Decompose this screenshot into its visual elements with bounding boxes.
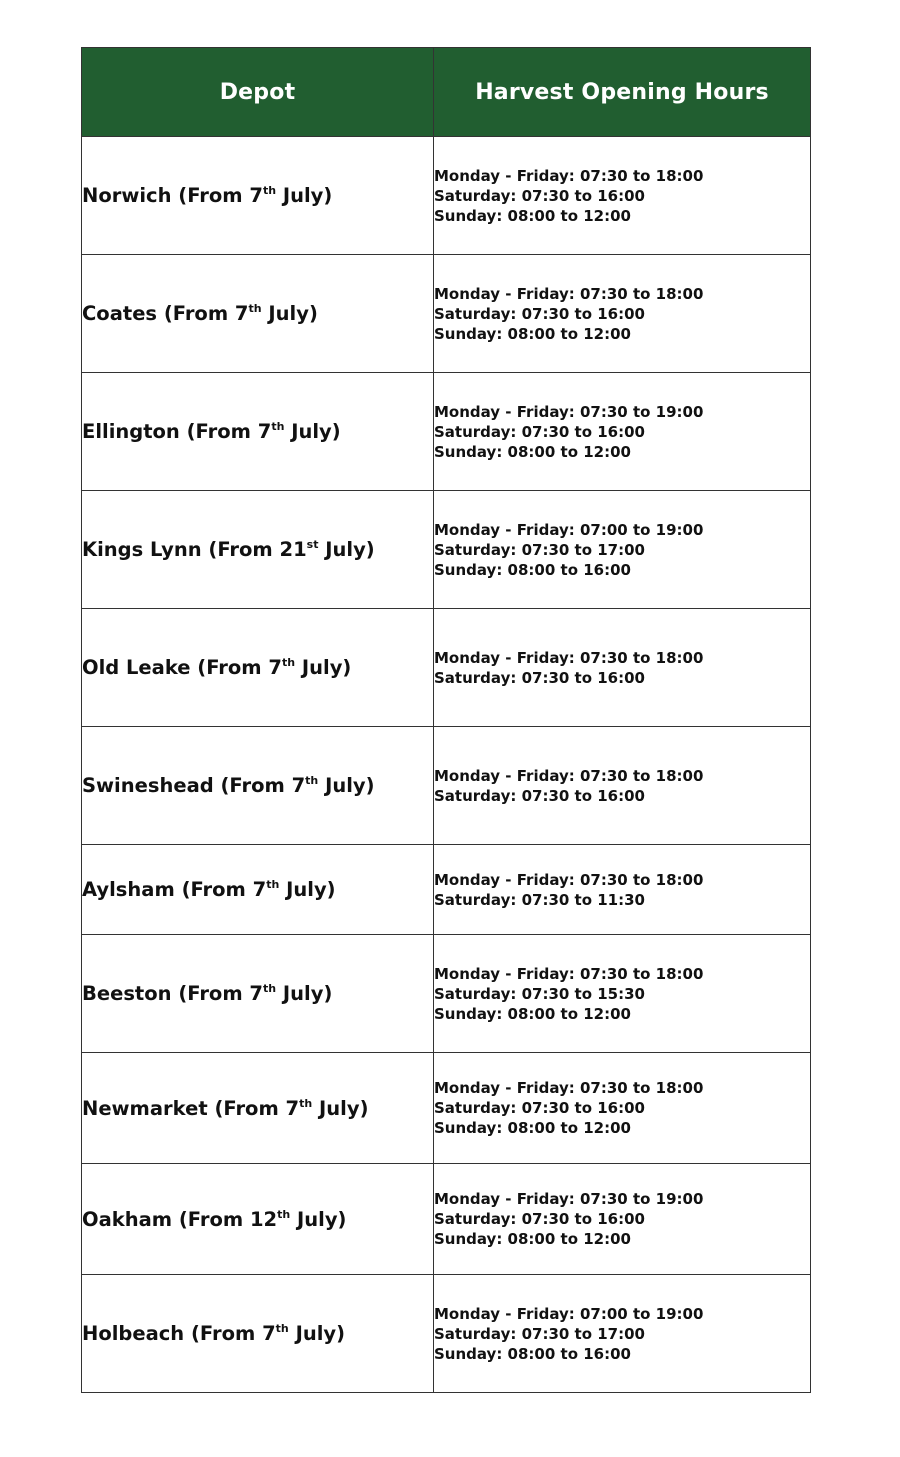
hours-line: Monday - Friday: 07:00 to 19:00 [434, 520, 704, 539]
depot-start-suffix: th [277, 1207, 291, 1221]
hours-line: Monday - Friday: 07:30 to 18:00 [434, 964, 704, 983]
depot-name: Coates [82, 302, 158, 325]
depot-cell [82, 727, 434, 845]
depot-start-prefix: (From 12 [178, 1207, 278, 1231]
depot-start-month: July) [268, 302, 318, 325]
depot-start-suffix: th [271, 420, 285, 433]
depot-start-prefix: (From 21 [208, 538, 307, 561]
depot-start-suffix: th [262, 184, 277, 197]
hours-cell [434, 1053, 811, 1164]
table-row [82, 1053, 811, 1164]
depot-start-prefix: (From 7 [163, 302, 249, 325]
hours-cell [434, 491, 811, 609]
depot-start-prefix: (From 7 [181, 878, 267, 901]
depot-cell [82, 1164, 434, 1275]
depot-start-suffix: th [299, 1096, 313, 1110]
table-row [82, 1275, 811, 1393]
depot-cell [82, 255, 434, 373]
hours-line: Sunday: 08:00 to 16:00 [434, 1344, 631, 1363]
table-row [82, 373, 811, 491]
hours-line: Saturday: 07:30 to 16:00 [434, 786, 645, 805]
depot-start-prefix: (From 7 [190, 1322, 276, 1345]
hours-line: Saturday: 07:30 to 17:00 [434, 540, 645, 559]
depot-start-month: July) [286, 878, 336, 901]
hours-cell [434, 137, 811, 255]
depot-start-prefix: (From 7 [178, 184, 263, 207]
hours-line: Saturday: 07:30 to 16:00 [434, 304, 645, 323]
depot-cell [82, 845, 434, 935]
opening-hours-table [81, 47, 811, 1393]
depot-start-month: July) [295, 1322, 346, 1345]
depot-start-prefix: (From 7 [197, 656, 282, 679]
depot-cell [82, 935, 434, 1053]
hours-line: Sunday: 08:00 to 12:00 [434, 206, 631, 225]
hours-line: Sunday: 08:00 to 12:00 [434, 442, 631, 461]
depot-start-prefix: (From 7 [220, 774, 306, 797]
hours-line: Saturday: 07:30 to 16:00 [434, 1210, 645, 1228]
table-row [82, 1164, 811, 1275]
table-row [82, 845, 811, 935]
depot-name: Oakham [82, 1207, 173, 1231]
depot-start-prefix: (From 7 [186, 420, 272, 443]
depot-name: Old Leake [82, 656, 191, 679]
depot-start-prefix: (From 7 [214, 1096, 300, 1120]
hours-line: Monday - Friday: 07:30 to 19:00 [434, 1190, 704, 1208]
hours-line: Sunday: 08:00 to 12:00 [434, 1230, 631, 1248]
hours-line: Saturday: 07:30 to 16:00 [434, 1099, 645, 1117]
depot-cell [82, 1275, 434, 1393]
hours-column-header: Harvest Opening Hours [434, 48, 811, 137]
depot-start-prefix: (From 7 [178, 982, 264, 1005]
hours-line: Saturday: 07:30 to 16:00 [434, 186, 645, 205]
table-row [82, 255, 811, 373]
depot-cell [82, 1053, 434, 1164]
depot-start-month: July) [325, 774, 375, 797]
depot-start-suffix: th [281, 656, 296, 669]
hours-cell [434, 845, 811, 935]
hours-line: Saturday: 07:30 to 17:00 [434, 1324, 645, 1343]
hours-line: Saturday: 07:30 to 16:00 [434, 668, 645, 687]
depot-name: Holbeach [82, 1322, 185, 1345]
table-row [82, 935, 811, 1053]
hours-line: Saturday: 07:30 to 11:30 [434, 890, 645, 909]
hours-line: Monday - Friday: 07:30 to 19:00 [434, 402, 704, 421]
depot-name: Ellington [82, 420, 180, 443]
hours-cell [434, 935, 811, 1053]
hours-line: Saturday: 07:30 to 16:00 [434, 422, 645, 441]
hours-line: Saturday: 07:30 to 15:30 [434, 984, 645, 1003]
hours-line: Sunday: 08:00 to 12:00 [434, 1004, 631, 1023]
table-row [82, 609, 811, 727]
depot-start-month: July) [325, 538, 375, 561]
depot-name: Swineshead [82, 774, 214, 797]
hours-line: Monday - Friday: 07:00 to 19:00 [434, 1304, 704, 1323]
depot-start-month: July) [282, 982, 333, 1005]
depot-start-month: July) [291, 420, 341, 443]
hours-cell [434, 609, 811, 727]
table-header-row [82, 48, 811, 137]
depot-column-header: Depot [82, 48, 434, 137]
depot-cell [82, 137, 434, 255]
depot-name: Beeston [82, 982, 172, 1005]
hours-line: Monday - Friday: 07:30 to 18:00 [434, 1079, 704, 1097]
hours-line: Monday - Friday: 07:30 to 18:00 [434, 284, 704, 303]
depot-start-month: July) [319, 1096, 369, 1120]
depot-start-suffix: th [248, 302, 262, 315]
hours-cell [434, 1275, 811, 1393]
depot-start-suffix: th [275, 1322, 289, 1335]
hours-cell [434, 727, 811, 845]
table-row [82, 727, 811, 845]
depot-name: Aylsham [82, 878, 175, 901]
depot-cell [82, 609, 434, 727]
depot-start-suffix: th [305, 774, 319, 787]
hours-line: Sunday: 08:00 to 16:00 [434, 560, 631, 579]
depot-start-month: July) [297, 1207, 347, 1231]
hours-cell [434, 1164, 811, 1275]
depot-start-suffix: st [306, 538, 319, 551]
hours-line: Sunday: 08:00 to 12:00 [434, 324, 631, 343]
hours-line: Monday - Friday: 07:30 to 18:00 [434, 766, 704, 785]
depot-start-suffix: th [263, 982, 277, 995]
hours-cell [434, 255, 811, 373]
depot-name: Newmarket [82, 1096, 208, 1120]
depot-cell [82, 373, 434, 491]
depot-start-month: July) [301, 656, 352, 679]
hours-line: Sunday: 08:00 to 12:00 [434, 1119, 631, 1137]
table-row [82, 137, 811, 255]
depot-cell [82, 491, 434, 609]
depot-start-suffix: th [266, 878, 280, 891]
hours-line: Monday - Friday: 07:30 to 18:00 [434, 870, 704, 889]
hours-line: Monday - Friday: 07:30 to 18:00 [434, 166, 704, 185]
depot-name: Norwich [82, 184, 172, 207]
table-row [82, 491, 811, 609]
hours-line: Monday - Friday: 07:30 to 18:00 [434, 648, 704, 667]
depot-start-month: July) [282, 184, 333, 207]
hours-cell [434, 373, 811, 491]
depot-name: Kings Lynn [82, 538, 202, 561]
